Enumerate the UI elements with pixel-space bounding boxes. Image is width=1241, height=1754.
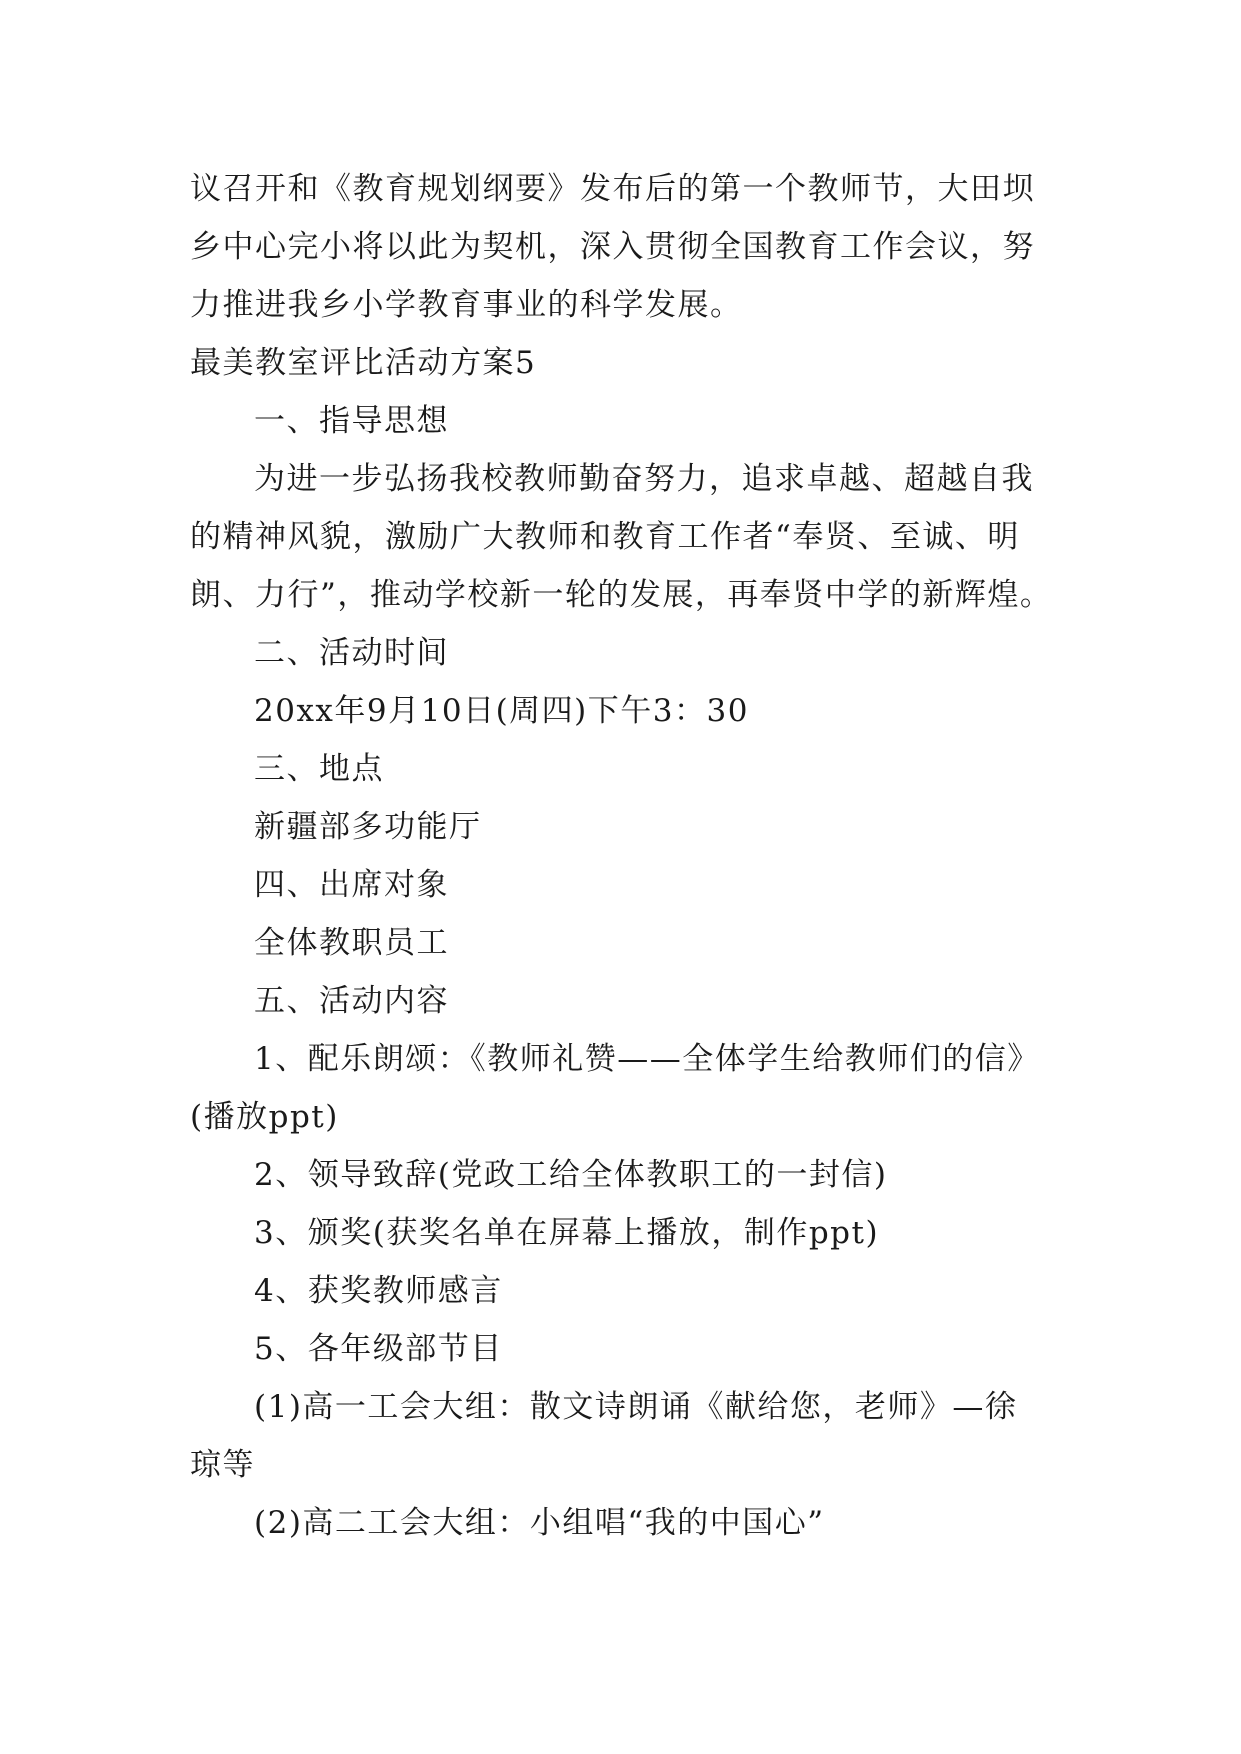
text-line: 为进一步弘扬我校教师勤奋努力，追求卓越、超越自我 <box>254 461 1034 497</box>
content-item: 5、各年级部节目 <box>254 1331 503 1367</box>
text-line: 议召开和《教育规划纲要》发布后的第一个教师节，大田坝 <box>190 171 1035 207</box>
text-line: 力推进我乡小学教育事业的科学发展。 <box>190 287 743 323</box>
heading-guiding-ideology: 一、指导思想 <box>254 403 449 439</box>
text-line: 琼等 <box>190 1447 255 1483</box>
heading-attendees: 四、出席对象 <box>254 867 449 903</box>
content-item: 2、领导致辞(党政工给全体教职工的一封信) <box>254 1157 888 1193</box>
activity-time-value: 20xx年9月10日(周四)下午3：30 <box>254 693 749 729</box>
text-line: (播放ppt) <box>190 1099 339 1135</box>
text-line: 乡中心完小将以此为契机，深入贯彻全国教育工作会议，努 <box>190 229 1035 265</box>
content-item: 1、配乐朗颂：《教师礼赞——全体学生给教师们的信》 <box>254 1041 1040 1077</box>
heading-activity-content: 五、活动内容 <box>254 983 449 1019</box>
location-value: 新疆部多功能厅 <box>254 809 482 845</box>
program-item: (2)高二工会大组：小组唱“我的中国心” <box>254 1505 825 1541</box>
content-item: 4、获奖教师感言 <box>254 1273 503 1309</box>
content-item: 3、颁奖(获奖名单在屏幕上播放，制作ppt) <box>254 1215 880 1251</box>
heading-location: 三、地点 <box>254 751 384 787</box>
heading-activity-time: 二、活动时间 <box>254 635 449 671</box>
document-body <box>190 160 1060 1552</box>
attendees-value: 全体教职员工 <box>254 925 449 961</box>
program-item: (1)高一工会大组：散文诗朗诵《献给您，老师》—徐 <box>254 1389 1018 1425</box>
text-line: 的精神风貌，激励广大教师和教育工作者“奉贤、至诚、明 <box>190 519 1020 555</box>
text-line: 朗、力行”，推动学校新一轮的发展，再奉贤中学的新辉煌。 <box>190 577 1053 613</box>
section-title: 最美教室评比活动方案5 <box>190 345 537 381</box>
